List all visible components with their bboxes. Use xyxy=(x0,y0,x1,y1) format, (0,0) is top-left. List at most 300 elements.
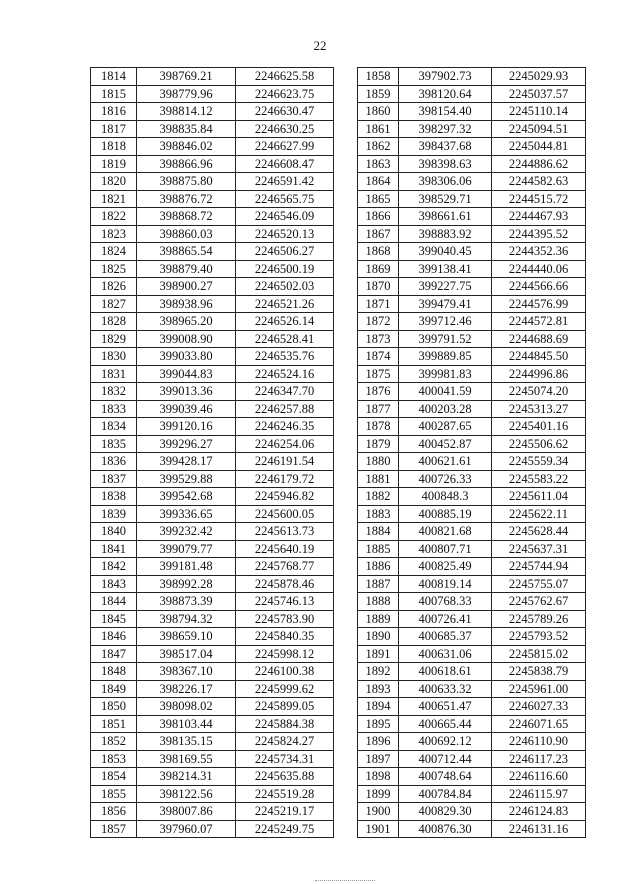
y-coordinate-cell: 2245878.46 xyxy=(236,575,334,593)
y-coordinate-cell: 2246502.03 xyxy=(236,278,334,296)
point-number-cell: 1864 xyxy=(358,173,399,191)
x-coordinate-cell: 398860.03 xyxy=(137,225,236,243)
table-row xyxy=(358,400,586,418)
y-coordinate-cell: 2245611.04 xyxy=(492,488,586,506)
x-coordinate-cell: 400768.33 xyxy=(399,593,492,611)
x-coordinate-cell: 400819.14 xyxy=(399,575,492,593)
point-number-cell: 1836 xyxy=(91,453,137,471)
point-number-cell: 1827 xyxy=(91,295,137,313)
point-number-cell: 1828 xyxy=(91,313,137,331)
x-coordinate-cell: 398876.72 xyxy=(137,190,236,208)
x-coordinate-cell: 400452.87 xyxy=(399,435,492,453)
x-coordinate-cell: 400784.84 xyxy=(399,785,492,803)
point-number-cell: 1834 xyxy=(91,418,137,436)
y-coordinate-cell: 2244582.63 xyxy=(492,173,586,191)
point-number-cell: 1818 xyxy=(91,138,137,156)
table-row xyxy=(91,400,334,418)
point-number-cell: 1871 xyxy=(358,295,399,313)
table-row xyxy=(358,768,586,786)
y-coordinate-cell: 2244395.52 xyxy=(492,225,586,243)
x-coordinate-cell: 399529.88 xyxy=(137,470,236,488)
point-number-cell: 1842 xyxy=(91,558,137,576)
point-number-cell: 1825 xyxy=(91,260,137,278)
table-row xyxy=(358,260,586,278)
point-number-cell: 1845 xyxy=(91,610,137,628)
table-row xyxy=(91,138,334,156)
table-row xyxy=(358,715,586,733)
y-coordinate-cell: 2245613.73 xyxy=(236,523,334,541)
y-coordinate-cell: 2245583.22 xyxy=(492,470,586,488)
point-number-cell: 1833 xyxy=(91,400,137,418)
point-number-cell: 1824 xyxy=(91,243,137,261)
y-coordinate-cell: 2246124.83 xyxy=(492,803,586,821)
table-row xyxy=(91,68,334,86)
x-coordinate-cell: 399138.41 xyxy=(399,260,492,278)
point-number-cell: 1862 xyxy=(358,138,399,156)
x-coordinate-cell: 399712.46 xyxy=(399,313,492,331)
point-number-cell: 1854 xyxy=(91,768,137,786)
y-coordinate-cell: 2245734.31 xyxy=(236,750,334,768)
x-coordinate-cell: 398875.80 xyxy=(137,173,236,191)
point-number-cell: 1879 xyxy=(358,435,399,453)
table-row xyxy=(358,610,586,628)
point-number-cell: 1878 xyxy=(358,418,399,436)
point-number-cell: 1885 xyxy=(358,540,399,558)
x-coordinate-cell: 398517.04 xyxy=(137,645,236,663)
x-coordinate-cell: 399889.85 xyxy=(399,348,492,366)
x-coordinate-cell: 399296.27 xyxy=(137,435,236,453)
footer-divider xyxy=(315,880,375,881)
y-coordinate-cell: 2246520.13 xyxy=(236,225,334,243)
table-row xyxy=(91,803,334,821)
x-coordinate-cell: 398659.10 xyxy=(137,628,236,646)
point-number-cell: 1829 xyxy=(91,330,137,348)
y-coordinate-cell: 2246627.99 xyxy=(236,138,334,156)
point-number-cell: 1835 xyxy=(91,435,137,453)
point-number-cell: 1831 xyxy=(91,365,137,383)
table-row xyxy=(358,733,586,751)
table-row xyxy=(91,680,334,698)
table-row xyxy=(91,593,334,611)
table-row xyxy=(91,750,334,768)
y-coordinate-cell: 2246591.42 xyxy=(236,173,334,191)
x-coordinate-cell: 400651.47 xyxy=(399,698,492,716)
y-coordinate-cell: 2246608.47 xyxy=(236,155,334,173)
x-coordinate-cell: 398865.54 xyxy=(137,243,236,261)
point-number-cell: 1852 xyxy=(91,733,137,751)
y-coordinate-cell: 2246546.09 xyxy=(236,208,334,226)
point-number-cell: 1888 xyxy=(358,593,399,611)
point-number-cell: 1873 xyxy=(358,330,399,348)
point-number-cell: 1890 xyxy=(358,628,399,646)
y-coordinate-cell: 2246625.58 xyxy=(236,68,334,86)
y-coordinate-cell: 2245219.17 xyxy=(236,803,334,821)
point-number-cell: 1896 xyxy=(358,733,399,751)
x-coordinate-cell: 399013.36 xyxy=(137,383,236,401)
y-coordinate-cell: 2245029.93 xyxy=(492,68,586,86)
point-number-cell: 1849 xyxy=(91,680,137,698)
coordinates-table-right xyxy=(357,67,586,838)
x-coordinate-cell: 399008.90 xyxy=(137,330,236,348)
point-number-cell: 1869 xyxy=(358,260,399,278)
table-row xyxy=(91,523,334,541)
point-number-cell: 1848 xyxy=(91,663,137,681)
x-coordinate-cell: 400633.32 xyxy=(399,680,492,698)
x-coordinate-cell: 399079.77 xyxy=(137,540,236,558)
x-coordinate-cell: 400726.33 xyxy=(399,470,492,488)
x-coordinate-cell: 400726.41 xyxy=(399,610,492,628)
point-number-cell: 1838 xyxy=(91,488,137,506)
x-coordinate-cell: 399232.42 xyxy=(137,523,236,541)
x-coordinate-cell: 400631.06 xyxy=(399,645,492,663)
page-number: 22 xyxy=(313,38,327,53)
x-coordinate-cell: 398135.15 xyxy=(137,733,236,751)
x-coordinate-cell: 397960.07 xyxy=(137,820,236,838)
point-number-cell: 1847 xyxy=(91,645,137,663)
x-coordinate-cell: 398814.12 xyxy=(137,103,236,121)
table-row xyxy=(91,225,334,243)
point-number-cell: 1843 xyxy=(91,575,137,593)
x-coordinate-cell: 400618.61 xyxy=(399,663,492,681)
table-row xyxy=(91,313,334,331)
table-row xyxy=(91,575,334,593)
table-row xyxy=(358,803,586,821)
x-coordinate-cell: 398866.96 xyxy=(137,155,236,173)
table-row xyxy=(358,208,586,226)
x-coordinate-cell: 398769.21 xyxy=(137,68,236,86)
x-coordinate-cell: 400621.61 xyxy=(399,453,492,471)
point-number-cell: 1866 xyxy=(358,208,399,226)
point-number-cell: 1865 xyxy=(358,190,399,208)
point-number-cell: 1868 xyxy=(358,243,399,261)
point-number-cell: 1861 xyxy=(358,120,399,138)
point-number-cell: 1814 xyxy=(91,68,137,86)
x-coordinate-cell: 400807.71 xyxy=(399,540,492,558)
table-row xyxy=(91,348,334,366)
y-coordinate-cell: 2244996.86 xyxy=(492,365,586,383)
x-coordinate-cell: 398883.92 xyxy=(399,225,492,243)
point-number-cell: 1897 xyxy=(358,750,399,768)
x-coordinate-cell: 400685.37 xyxy=(399,628,492,646)
y-coordinate-cell: 2246116.60 xyxy=(492,768,586,786)
x-coordinate-cell: 398007.86 xyxy=(137,803,236,821)
x-coordinate-cell: 399791.52 xyxy=(399,330,492,348)
y-coordinate-cell: 2245755.07 xyxy=(492,575,586,593)
table-row xyxy=(358,313,586,331)
x-coordinate-cell: 398900.27 xyxy=(137,278,236,296)
x-coordinate-cell: 399336.65 xyxy=(137,505,236,523)
point-number-cell: 1870 xyxy=(358,278,399,296)
point-number-cell: 1857 xyxy=(91,820,137,838)
x-coordinate-cell: 400885.19 xyxy=(399,505,492,523)
x-coordinate-cell: 400692.12 xyxy=(399,733,492,751)
x-coordinate-cell: 398367.10 xyxy=(137,663,236,681)
x-coordinate-cell: 399033.80 xyxy=(137,348,236,366)
y-coordinate-cell: 2245110.14 xyxy=(492,103,586,121)
table-row xyxy=(358,470,586,488)
table-row xyxy=(358,173,586,191)
point-number-cell: 1875 xyxy=(358,365,399,383)
table-row xyxy=(358,645,586,663)
point-number-cell: 1877 xyxy=(358,400,399,418)
x-coordinate-cell: 398835.84 xyxy=(137,120,236,138)
y-coordinate-cell: 2245600.05 xyxy=(236,505,334,523)
table-row xyxy=(358,505,586,523)
point-number-cell: 1874 xyxy=(358,348,399,366)
x-coordinate-cell: 400665.44 xyxy=(399,715,492,733)
table-row xyxy=(358,523,586,541)
x-coordinate-cell: 400825.49 xyxy=(399,558,492,576)
y-coordinate-cell: 2245961.00 xyxy=(492,680,586,698)
point-number-cell: 1898 xyxy=(358,768,399,786)
point-number-cell: 1859 xyxy=(358,85,399,103)
y-coordinate-cell: 2246535.76 xyxy=(236,348,334,366)
point-number-cell: 1860 xyxy=(358,103,399,121)
point-number-cell: 1844 xyxy=(91,593,137,611)
y-coordinate-cell: 2245249.75 xyxy=(236,820,334,838)
y-coordinate-cell: 2245519.28 xyxy=(236,785,334,803)
table-row xyxy=(91,173,334,191)
table-row xyxy=(358,540,586,558)
x-coordinate-cell: 400203.28 xyxy=(399,400,492,418)
y-coordinate-cell: 2245628.44 xyxy=(492,523,586,541)
y-coordinate-cell: 2245074.20 xyxy=(492,383,586,401)
table-row xyxy=(91,628,334,646)
y-coordinate-cell: 2246524.16 xyxy=(236,365,334,383)
y-coordinate-cell: 2246179.72 xyxy=(236,470,334,488)
point-number-cell: 1856 xyxy=(91,803,137,821)
y-coordinate-cell: 2245768.77 xyxy=(236,558,334,576)
table-row xyxy=(91,733,334,751)
point-number-cell: 1850 xyxy=(91,698,137,716)
coordinates-table-left xyxy=(90,67,334,838)
y-coordinate-cell: 2245838.79 xyxy=(492,663,586,681)
table-row xyxy=(91,715,334,733)
point-number-cell: 1846 xyxy=(91,628,137,646)
table-row xyxy=(358,558,586,576)
table-row xyxy=(91,295,334,313)
y-coordinate-cell: 2244688.69 xyxy=(492,330,586,348)
x-coordinate-cell: 400821.68 xyxy=(399,523,492,541)
table-row xyxy=(91,418,334,436)
table-row xyxy=(358,225,586,243)
x-coordinate-cell: 398120.64 xyxy=(399,85,492,103)
point-number-cell: 1893 xyxy=(358,680,399,698)
point-number-cell: 1899 xyxy=(358,785,399,803)
point-number-cell: 1900 xyxy=(358,803,399,821)
point-number-cell: 1886 xyxy=(358,558,399,576)
y-coordinate-cell: 2246623.75 xyxy=(236,85,334,103)
table-row xyxy=(91,698,334,716)
point-number-cell: 1872 xyxy=(358,313,399,331)
table-row xyxy=(91,383,334,401)
x-coordinate-cell: 398965.20 xyxy=(137,313,236,331)
point-number-cell: 1882 xyxy=(358,488,399,506)
y-coordinate-cell: 2245622.11 xyxy=(492,505,586,523)
y-coordinate-cell: 2244845.50 xyxy=(492,348,586,366)
y-coordinate-cell: 2246630.47 xyxy=(236,103,334,121)
y-coordinate-cell: 2245313.27 xyxy=(492,400,586,418)
point-number-cell: 1858 xyxy=(358,68,399,86)
point-number-cell: 1891 xyxy=(358,645,399,663)
point-number-cell: 1822 xyxy=(91,208,137,226)
y-coordinate-cell: 2246347.70 xyxy=(236,383,334,401)
point-number-cell: 1863 xyxy=(358,155,399,173)
point-number-cell: 1851 xyxy=(91,715,137,733)
y-coordinate-cell: 2245999.62 xyxy=(236,680,334,698)
x-coordinate-cell: 399181.48 xyxy=(137,558,236,576)
table-row xyxy=(91,243,334,261)
y-coordinate-cell: 2245899.05 xyxy=(236,698,334,716)
point-number-cell: 1880 xyxy=(358,453,399,471)
y-coordinate-cell: 2246506.27 xyxy=(236,243,334,261)
table-row xyxy=(91,645,334,663)
table-row xyxy=(358,155,586,173)
y-coordinate-cell: 2245789.26 xyxy=(492,610,586,628)
y-coordinate-cell: 2245640.19 xyxy=(236,540,334,558)
x-coordinate-cell: 398098.02 xyxy=(137,698,236,716)
x-coordinate-cell: 400287.65 xyxy=(399,418,492,436)
point-number-cell: 1853 xyxy=(91,750,137,768)
point-number-cell: 1841 xyxy=(91,540,137,558)
table-row xyxy=(91,488,334,506)
x-coordinate-cell: 399428.17 xyxy=(137,453,236,471)
y-coordinate-cell: 2246191.54 xyxy=(236,453,334,471)
y-coordinate-cell: 2246254.06 xyxy=(236,435,334,453)
x-coordinate-cell: 400848.3 xyxy=(399,488,492,506)
table-row xyxy=(358,488,586,506)
y-coordinate-cell: 2245637.31 xyxy=(492,540,586,558)
x-coordinate-cell: 399981.83 xyxy=(399,365,492,383)
x-coordinate-cell: 399039.46 xyxy=(137,400,236,418)
point-number-cell: 1820 xyxy=(91,173,137,191)
y-coordinate-cell: 2245044.81 xyxy=(492,138,586,156)
x-coordinate-cell: 398297.32 xyxy=(399,120,492,138)
y-coordinate-cell: 2245840.35 xyxy=(236,628,334,646)
point-number-cell: 1855 xyxy=(91,785,137,803)
x-coordinate-cell: 398214.31 xyxy=(137,768,236,786)
point-number-cell: 1817 xyxy=(91,120,137,138)
x-coordinate-cell: 400712.44 xyxy=(399,750,492,768)
x-coordinate-cell: 398661.61 xyxy=(399,208,492,226)
table-row xyxy=(358,190,586,208)
y-coordinate-cell: 2246110.90 xyxy=(492,733,586,751)
y-coordinate-cell: 2246500.19 xyxy=(236,260,334,278)
x-coordinate-cell: 398398.63 xyxy=(399,155,492,173)
point-number-cell: 1867 xyxy=(358,225,399,243)
y-coordinate-cell: 2246071.65 xyxy=(492,715,586,733)
y-coordinate-cell: 2245824.27 xyxy=(236,733,334,751)
table-row xyxy=(358,418,586,436)
x-coordinate-cell: 398169.55 xyxy=(137,750,236,768)
point-number-cell: 1816 xyxy=(91,103,137,121)
x-coordinate-cell: 398779.96 xyxy=(137,85,236,103)
x-coordinate-cell: 400829.30 xyxy=(399,803,492,821)
point-number-cell: 1837 xyxy=(91,470,137,488)
point-number-cell: 1883 xyxy=(358,505,399,523)
table-row xyxy=(358,435,586,453)
y-coordinate-cell: 2244352.36 xyxy=(492,243,586,261)
x-coordinate-cell: 399479.41 xyxy=(399,295,492,313)
table-row xyxy=(358,138,586,156)
y-coordinate-cell: 2245635.88 xyxy=(236,768,334,786)
table-row xyxy=(91,453,334,471)
x-coordinate-cell: 398437.68 xyxy=(399,138,492,156)
table-row xyxy=(91,85,334,103)
table-row xyxy=(91,785,334,803)
table-row xyxy=(358,278,586,296)
table-row xyxy=(358,243,586,261)
x-coordinate-cell: 398873.39 xyxy=(137,593,236,611)
point-number-cell: 1830 xyxy=(91,348,137,366)
point-number-cell: 1876 xyxy=(358,383,399,401)
x-coordinate-cell: 399542.68 xyxy=(137,488,236,506)
y-coordinate-cell: 2244566.66 xyxy=(492,278,586,296)
y-coordinate-cell: 2244515.72 xyxy=(492,190,586,208)
point-number-cell: 1826 xyxy=(91,278,137,296)
table-row xyxy=(91,768,334,786)
table-row xyxy=(358,85,586,103)
y-coordinate-cell: 2244886.62 xyxy=(492,155,586,173)
point-number-cell: 1887 xyxy=(358,575,399,593)
point-number-cell: 1815 xyxy=(91,85,137,103)
table-row xyxy=(358,120,586,138)
y-coordinate-cell: 2246131.16 xyxy=(492,820,586,838)
point-number-cell: 1892 xyxy=(358,663,399,681)
table-row xyxy=(358,103,586,121)
x-coordinate-cell: 398794.32 xyxy=(137,610,236,628)
table-row xyxy=(91,435,334,453)
y-coordinate-cell: 2245506.62 xyxy=(492,435,586,453)
x-coordinate-cell: 400748.64 xyxy=(399,768,492,786)
table-row xyxy=(91,278,334,296)
table-row xyxy=(91,663,334,681)
table-row xyxy=(91,820,334,838)
table-row xyxy=(358,348,586,366)
point-number-cell: 1894 xyxy=(358,698,399,716)
point-number-cell: 1884 xyxy=(358,523,399,541)
y-coordinate-cell: 2245998.12 xyxy=(236,645,334,663)
x-coordinate-cell: 398938.96 xyxy=(137,295,236,313)
y-coordinate-cell: 2245884.38 xyxy=(236,715,334,733)
y-coordinate-cell: 2245559.34 xyxy=(492,453,586,471)
point-number-cell: 1901 xyxy=(358,820,399,838)
x-coordinate-cell: 399227.75 xyxy=(399,278,492,296)
table-row xyxy=(91,505,334,523)
x-coordinate-cell: 398122.56 xyxy=(137,785,236,803)
table-row xyxy=(91,260,334,278)
table-row xyxy=(91,365,334,383)
y-coordinate-cell: 2245744.94 xyxy=(492,558,586,576)
table-row xyxy=(91,330,334,348)
x-coordinate-cell: 397902.73 xyxy=(399,68,492,86)
point-number-cell: 1881 xyxy=(358,470,399,488)
table-row xyxy=(91,610,334,628)
point-number-cell: 1832 xyxy=(91,383,137,401)
y-coordinate-cell: 2245793.52 xyxy=(492,628,586,646)
table-row xyxy=(358,785,586,803)
y-coordinate-cell: 2245094.51 xyxy=(492,120,586,138)
table-row xyxy=(91,120,334,138)
y-coordinate-cell: 2245401.16 xyxy=(492,418,586,436)
x-coordinate-cell: 400041.59 xyxy=(399,383,492,401)
table-row xyxy=(358,593,586,611)
point-number-cell: 1889 xyxy=(358,610,399,628)
table-row xyxy=(358,330,586,348)
table-row xyxy=(358,453,586,471)
table-row xyxy=(91,190,334,208)
y-coordinate-cell: 2246528.41 xyxy=(236,330,334,348)
